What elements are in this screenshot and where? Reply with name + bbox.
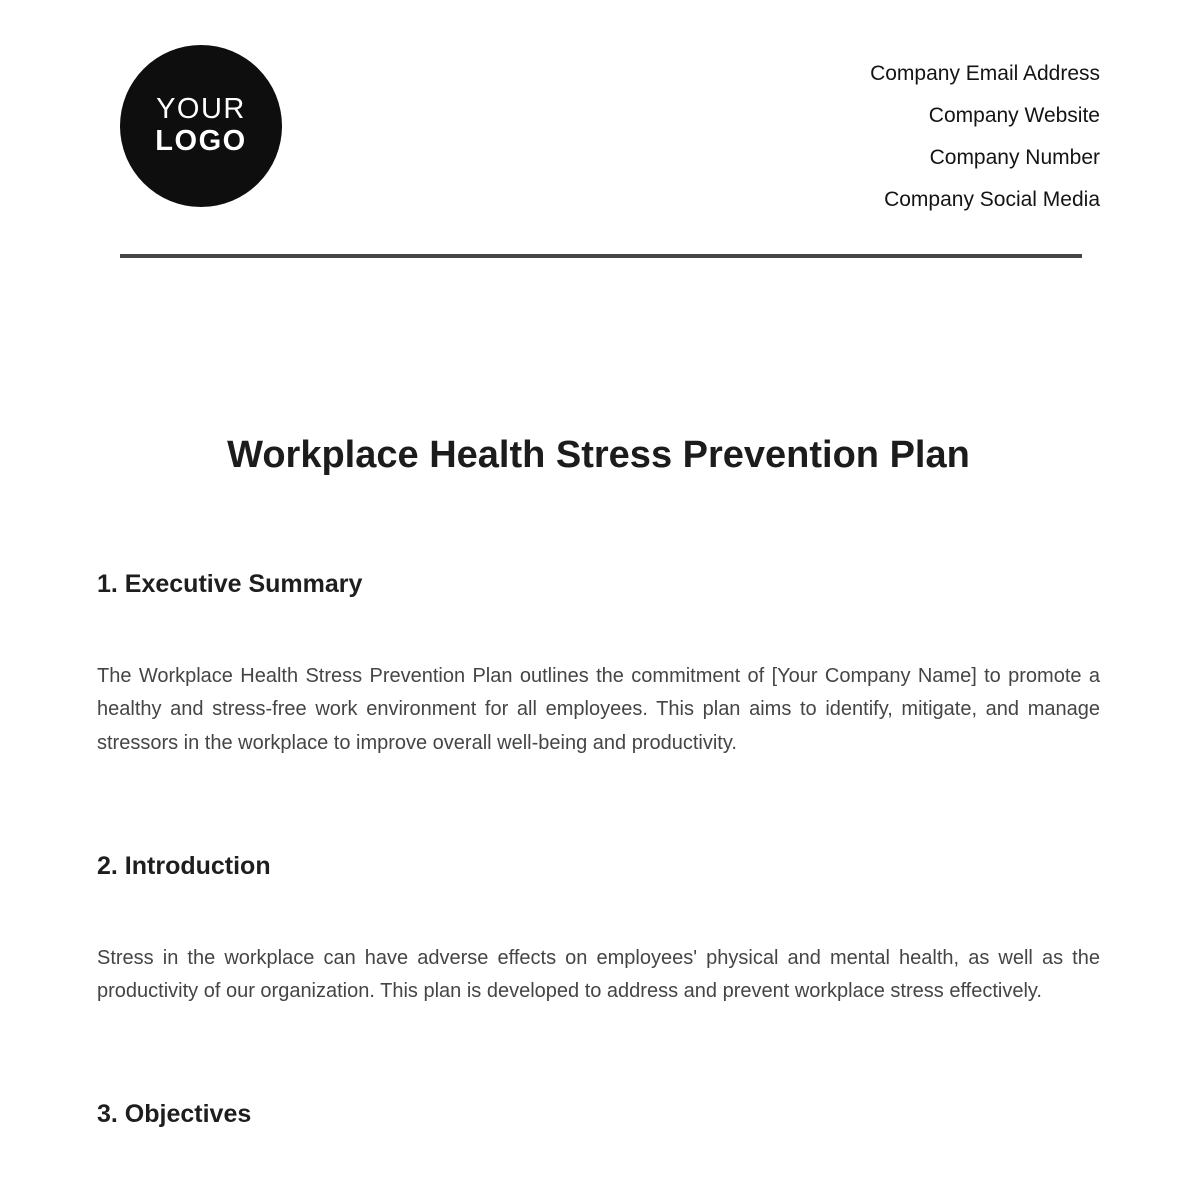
section-heading-introduction: 2. Introduction (97, 851, 271, 880)
section-body-introduction: Stress in the workplace can have adverse effects on employees' physical and mental health, as well as the productivity of our organization. This plan is developed to address and prevent workplace stress effectively. (97, 946, 1100, 1003)
section-introduction (97, 851, 1100, 1009)
document-header (97, 45, 1100, 221)
company-number: Company Number (929, 146, 1100, 169)
section-body-executive-summary: The Workplace Health Stress Prevention Plan outlines the commitment of [Your Company Name] to promote a healthy and stress-free work environment for all employees. This plan aims to identify, mitigate, and manage stressors in the workplace to improve overall well-being and productivity. (97, 664, 1100, 755)
company-contact-block (870, 45, 1100, 221)
company-logo (120, 45, 282, 207)
company-website: Company Website (928, 104, 1100, 127)
header-divider (120, 254, 1082, 258)
document-title: Workplace Health Stress Prevention Plan (227, 434, 970, 476)
section-heading-objectives: 3. Objectives (97, 1100, 252, 1129)
company-email-address: Company Email Address (870, 62, 1100, 85)
section-objectives (97, 1099, 1100, 1130)
section-heading-executive-summary: 1. Executive Summary (97, 569, 363, 598)
logo-text-your: YOUR (156, 93, 246, 126)
logo-text-logo: LOGO (155, 125, 247, 157)
section-executive-summary (97, 569, 1100, 761)
company-social-media: Company Social Media (884, 188, 1100, 211)
